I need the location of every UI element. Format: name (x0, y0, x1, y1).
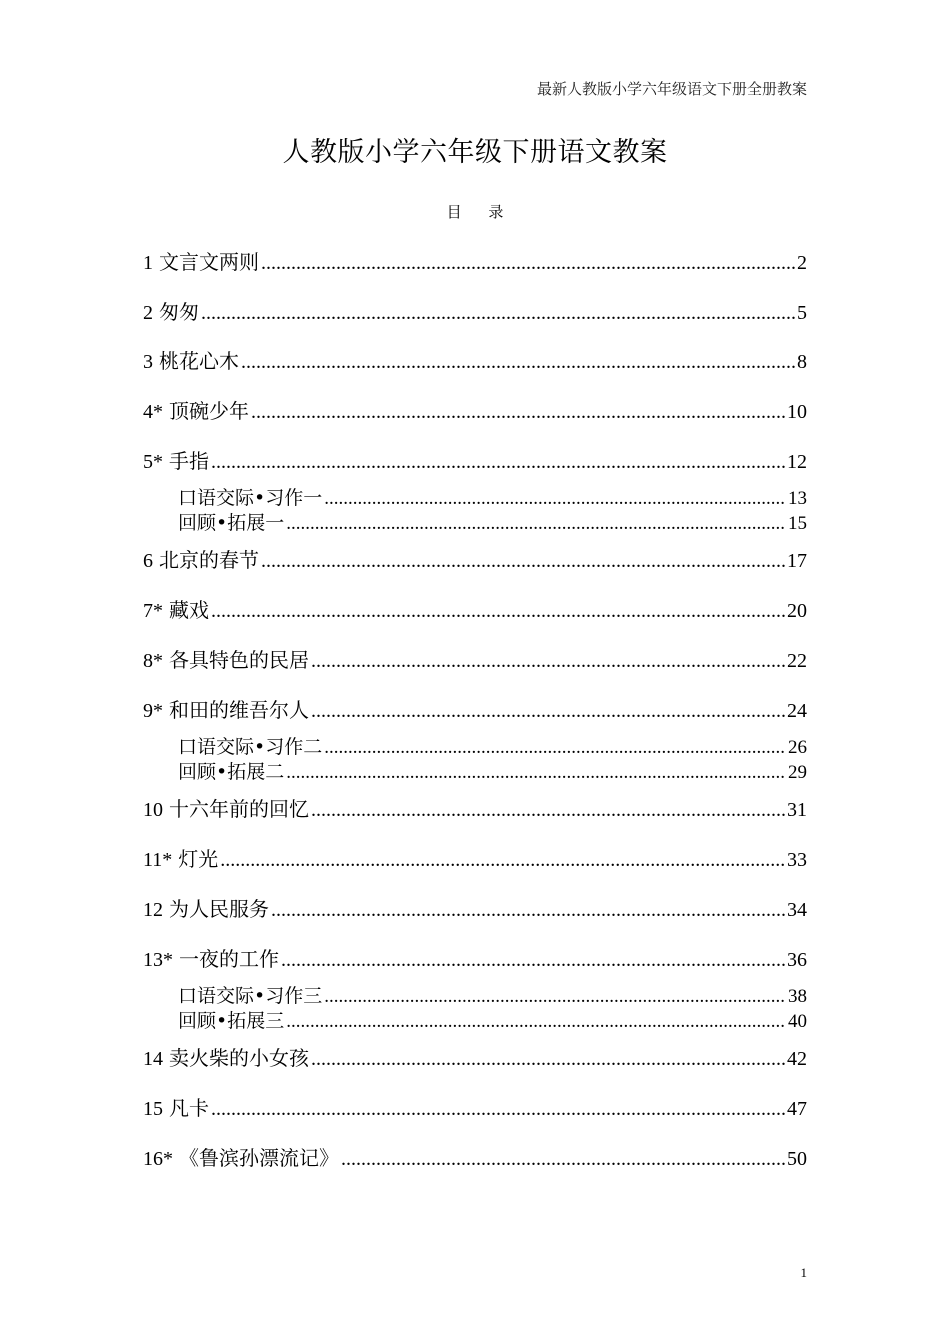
dot-leader (286, 1010, 786, 1034)
toc-entry-page: 15 (788, 513, 807, 534)
toc-subentry[interactable] (178, 984, 807, 1009)
dot-leader (286, 512, 786, 536)
page-number: 1 (800, 1265, 807, 1280)
toc-entry-page: 47 (787, 1098, 807, 1120)
toc-entry-label: 一夜的工作 (179, 947, 279, 971)
toc-entry-page: 12 (787, 451, 807, 473)
dot-leader (211, 1096, 785, 1122)
toc-entry-number: 4* (143, 401, 163, 423)
toc-entry-label: 顶碗少年 (169, 399, 249, 423)
toc-entry[interactable] (143, 1145, 807, 1172)
toc-entry-label: 卖火柴的小女孩 (169, 1046, 309, 1070)
dot-leader (324, 487, 786, 511)
toc-entry-label: 口语交际•习作二 (178, 736, 323, 758)
toc-entry-label: 手指 (169, 449, 209, 473)
toc-entry-number: 3 (143, 351, 153, 373)
toc-entry-page: 31 (787, 799, 807, 821)
dot-leader (211, 598, 785, 624)
dot-leader (281, 947, 785, 973)
dot-leader (220, 847, 785, 873)
toc-entry-label: 回顾•拓展二 (178, 761, 285, 783)
toc-entry-label: 桃花心木 (159, 349, 239, 373)
toc-entry[interactable] (143, 946, 807, 973)
toc-entry[interactable] (143, 398, 807, 425)
dot-leader (311, 698, 785, 724)
dot-leader (324, 736, 786, 760)
toc-entry[interactable] (143, 299, 807, 326)
toc-entry-label: 匆匆 (159, 300, 199, 324)
toc-entry[interactable] (143, 647, 807, 674)
dot-leader (286, 761, 786, 785)
running-header: 最新人教版小学六年级语文下册全册教案 (536, 80, 807, 98)
toc-entry-page: 10 (787, 401, 807, 423)
toc-entry-label: 各具特色的民居 (169, 648, 309, 672)
toc-entry[interactable] (143, 1045, 807, 1072)
toc-entry-number: 9* (143, 700, 163, 722)
toc-subentry[interactable] (178, 1009, 807, 1034)
toc-entry[interactable] (143, 846, 807, 873)
toc-entry-number: 16* (143, 1148, 173, 1170)
toc-entry-page: 36 (787, 949, 807, 971)
toc-subentry[interactable] (178, 511, 807, 536)
dot-leader (211, 449, 785, 475)
toc-entry[interactable] (143, 697, 807, 724)
dot-leader (311, 648, 785, 674)
toc-entry-page: 8 (797, 351, 807, 373)
toc-entry-page: 38 (788, 986, 807, 1007)
toc-entry-label: 文言文两则 (159, 250, 259, 274)
toc-entry-page: 26 (788, 737, 807, 758)
toc-entry-number: 6 (143, 550, 153, 572)
toc-entry-number: 13* (143, 949, 173, 971)
toc-entry-page: 24 (787, 700, 807, 722)
toc-entry-number: 12 (143, 899, 163, 921)
toc-entry[interactable] (143, 448, 807, 475)
toc-entry-number: 11* (143, 849, 173, 871)
toc-entry-page: 20 (787, 600, 807, 622)
toc-entry-page: 42 (787, 1048, 807, 1070)
dot-leader (261, 250, 795, 276)
toc-entry[interactable] (143, 1095, 807, 1122)
toc-entry-label: 凡卡 (169, 1096, 209, 1120)
toc-entry-label: 口语交际•习作三 (178, 985, 323, 1007)
toc-entry-label: 和田的维吾尔人 (169, 698, 309, 722)
toc-entry[interactable] (143, 796, 807, 823)
toc-entry-page: 40 (788, 1011, 807, 1032)
toc-entry-label: 十六年前的回忆 (169, 797, 309, 821)
toc-entry-page: 29 (788, 762, 807, 783)
toc-entry-number: 7* (143, 600, 163, 622)
toc-entry-page: 5 (797, 302, 807, 324)
toc-entry-number: 2 (143, 302, 153, 324)
toc-entry-page: 33 (787, 849, 807, 871)
toc-entry-page: 34 (787, 899, 807, 921)
toc-entry-label: 北京的春节 (159, 548, 259, 572)
dot-leader (324, 985, 786, 1009)
page-title: 人教版小学六年级下册语文教案 (282, 137, 668, 168)
toc-entry-number: 10 (143, 799, 163, 821)
toc-entry-number: 14 (143, 1048, 163, 1070)
toc-entry[interactable] (143, 597, 807, 624)
toc-entry[interactable] (143, 547, 807, 574)
dot-leader (241, 349, 795, 375)
toc-entry-label: 灯光 (178, 847, 219, 871)
toc-entry[interactable] (143, 249, 807, 276)
toc-entry-label: 为人民服务 (169, 897, 269, 921)
toc-entry[interactable] (143, 348, 807, 375)
dot-leader (311, 797, 785, 823)
toc-entry-number: 5* (143, 451, 163, 473)
toc-entry-label: 回顾•拓展一 (178, 512, 285, 534)
toc-subentry[interactable] (178, 486, 807, 511)
toc-entry-label: 回顾•拓展三 (178, 1010, 285, 1032)
toc-entry[interactable] (143, 896, 807, 923)
dot-leader (271, 897, 785, 923)
toc-entry-number: 15 (143, 1098, 163, 1120)
dot-leader (201, 300, 795, 326)
toc-subentry[interactable] (178, 760, 807, 785)
toc-entry-page: 50 (787, 1148, 807, 1170)
toc-entry-page: 17 (787, 550, 807, 572)
toc-entry-page: 2 (797, 252, 807, 274)
toc-entry-label: 口语交际•习作一 (178, 487, 323, 509)
toc-entry-number: 8* (143, 650, 163, 672)
dot-leader (251, 399, 785, 425)
toc-entry-page: 22 (787, 650, 807, 672)
dot-leader (261, 548, 785, 574)
toc-heading: 目 录 (446, 203, 504, 221)
toc-entry-label: 《鲁滨孙漂流记》 (179, 1146, 339, 1170)
dot-leader (311, 1046, 785, 1072)
dot-leader (341, 1146, 785, 1172)
toc-entry-label: 藏戏 (169, 598, 209, 622)
toc-entry-page: 13 (788, 488, 807, 509)
toc-subentry[interactable] (178, 735, 807, 760)
toc-entry-number: 1 (143, 252, 153, 274)
